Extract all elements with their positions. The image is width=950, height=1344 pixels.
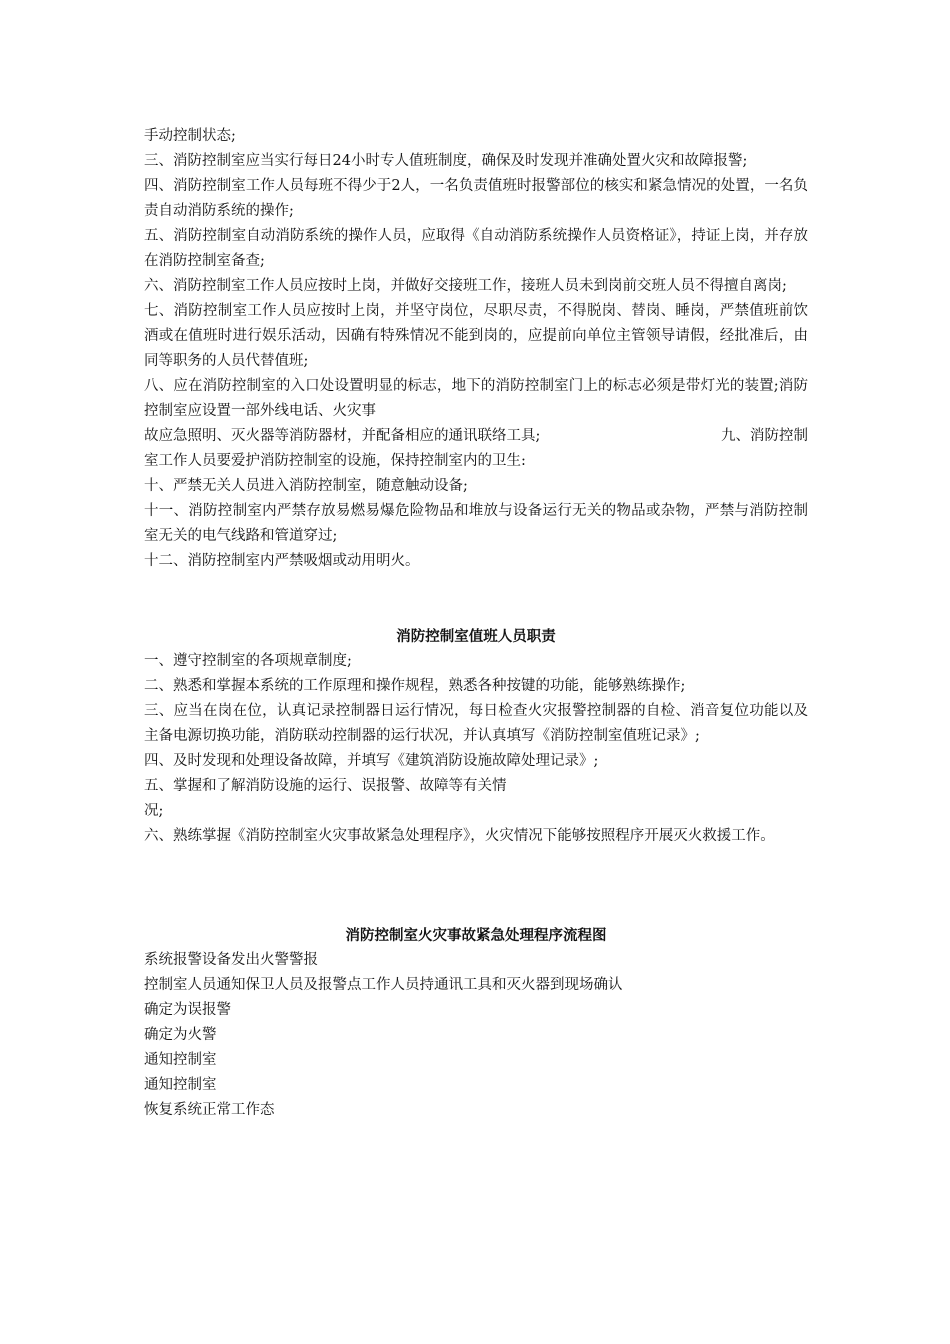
paragraph: 手动控制状态; <box>144 128 236 144</box>
flow-step: 系统报警设备发出火警警报 <box>144 952 318 968</box>
paragraph: 七、消防控制室工作人员应按时上岗，并坚守岗位，尽职尽责，不得脱岗、替岗、睡岗，严禁值班前饮酒或在值班时进行娱乐活动，因确有特殊情况不能到岗的，应提前向单位主管领导请假，经批准后，由同等职务的人员代替值班; <box>144 303 808 369</box>
flow-step: 确定为火警 <box>144 1027 217 1043</box>
paragraph: 三、应当在岗在位，认真记录控制器日运行情况，每日检查火灾报警控制器的自检、消音复位功能以及主备电源切换功能，消防联动控制器的运行状况，并认真填写《消防控制室值班记录》; <box>144 703 808 744</box>
paragraph: 五、掌握和了解消防设施的运行、误报警、故障等有关情 <box>144 778 507 794</box>
section-title: 消防控制室值班人员职责 <box>396 628 556 645</box>
flow-step: 通知控制室 <box>144 1052 217 1068</box>
flow-step: 通知控制室 <box>144 1077 217 1093</box>
flow-step: 确定为误报警 <box>144 1002 231 1018</box>
section-title: 消防控制室火灾事故紧急处理程序流程图 <box>345 927 607 944</box>
paragraph: 十一、消防控制室内严禁存放易燃易爆危险物品和堆放与设备运行无关的物品或杂物，严禁与消防控制室无关的电气线路和管道穿过; <box>144 503 808 544</box>
paragraph: 三、消防控制室应当实行每日24小时专人值班制度，确保及时发现并准确处置火灾和故障报警; <box>144 153 748 169</box>
flow-step: 恢复系统正常工作态 <box>144 1102 275 1118</box>
paragraph: 二、熟悉和掌握本系统的工作原理和操作规程，熟悉各种按键的功能，能够熟练操作; <box>144 678 686 694</box>
paragraph: 四、及时发现和处理设备故障，并填写《建筑消防设施故障处理记录》; <box>144 753 599 769</box>
paragraph: 十二、消防控制室内严禁吸烟或动用明火。 <box>144 553 420 569</box>
paragraph: 六、熟练掌握《消防控制室火灾事故紧急处理程序》，火灾情况下能够按照程序开展灭火救援工作。 <box>144 828 775 844</box>
paragraph: 一、遵守控制室的各项规章制度; <box>144 653 352 669</box>
paragraph-fragment: 九、消防控制 <box>721 428 808 444</box>
paragraph: 况; <box>144 803 164 819</box>
paragraph: 六、消防控制室工作人员应按时上岗，并做好交接班工作，接班人员未到岗前交班人员不得擅自离岗; <box>144 278 787 294</box>
flow-step: 控制室人员通知保卫人员及报警点工作人员持通讯工具和灭火器到现场确认 <box>144 977 623 993</box>
paragraph: 四、消防控制室工作人员每班不得少于2人，一名负责值班时报警部位的核实和紧急情况的处置，一名负责自动消防系统的操作; <box>144 178 808 219</box>
paragraph: 八、应在消防控制室的入口处设置明显的标志，地下的消防控制室门上的标志必须是带灯光的装置;消防控制室应设置一部外线电话、火灾事 <box>144 378 808 419</box>
paragraph: 十、严禁无关人员进入消防控制室，随意触动设备; <box>144 478 468 494</box>
paragraph: 五、消防控制室自动消防系统的操作人员，应取得《自动消防系统操作人员资格证》，持证上岗，并存放在消防控制室备查; <box>144 228 808 269</box>
paragraph-line-split <box>144 424 808 449</box>
paragraph-fragment: 故应急照明、灭火器等消防器材，并配备相应的通讯联络工具; <box>144 428 541 444</box>
paragraph: 室工作人员要爱护消防控制室的设施，保持控制室内的卫生: <box>144 453 526 469</box>
document-page <box>144 124 808 1123</box>
